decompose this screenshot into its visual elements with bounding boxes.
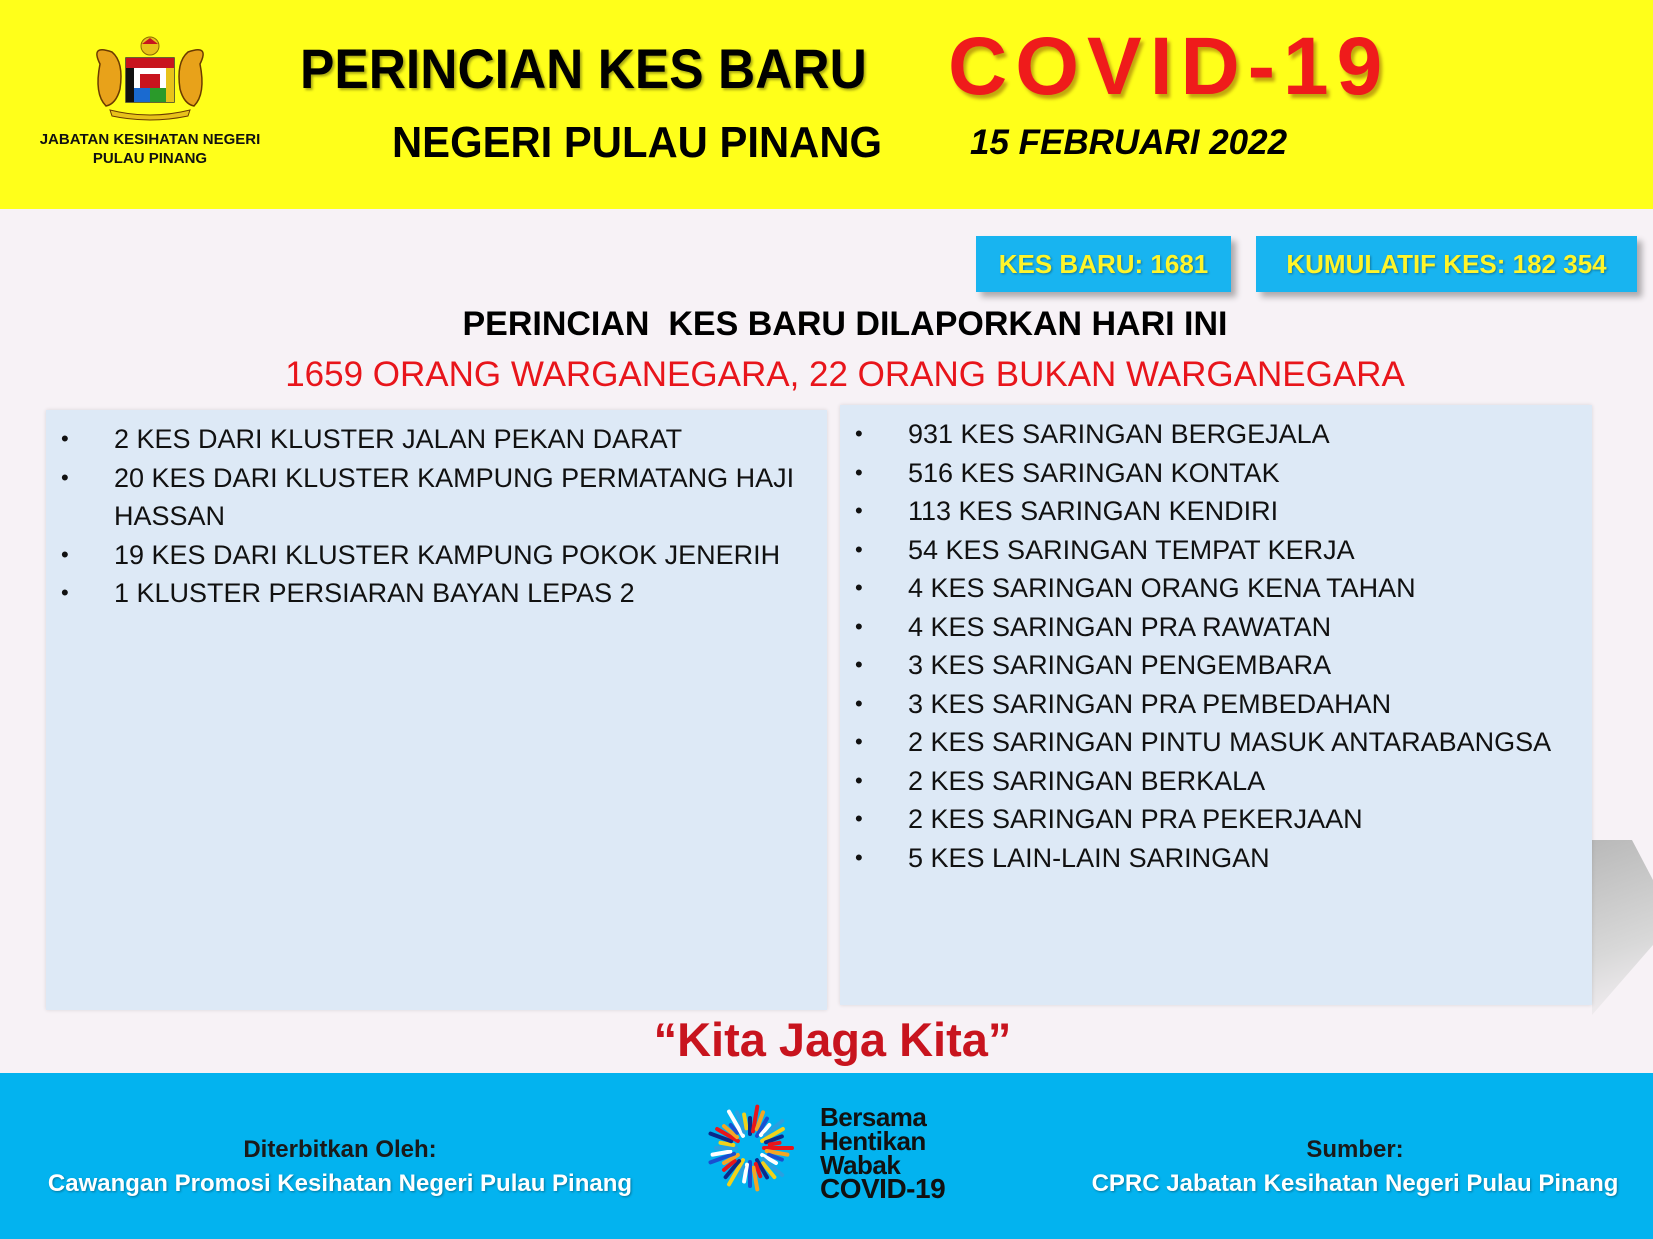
page-title: PERINCIAN KES BARU <box>300 37 867 100</box>
header-banner <box>0 0 1653 209</box>
new-cases-badge: KES BARU: 1681 <box>976 236 1231 292</box>
bullet-icon: • <box>61 580 69 605</box>
panel-shadow <box>1592 840 1653 1015</box>
list-item-text: 5 KES LAIN-LAIN SARINGAN <box>908 842 1270 873</box>
source-name: CPRC Jabatan Kesihatan Negeri Pulau Pinang <box>1091 1170 1619 1197</box>
campaign-burst-icon <box>700 1098 800 1198</box>
list-item <box>46 536 797 575</box>
list-item <box>840 685 1572 724</box>
list-item-text: 2 KES SARINGAN PINTU MASUK ANTARABANGSA <box>908 727 1552 757</box>
campaign-text <box>820 1102 946 1204</box>
bullet-icon: • <box>61 464 69 490</box>
bullet-icon: • <box>855 844 863 870</box>
bullet-icon: • <box>855 421 863 446</box>
list-item-text: 2 KES DARI KLUSTER JALAN PEKAN DARAT <box>114 424 683 454</box>
bullet-icon: • <box>855 729 863 754</box>
list-item-text: 20 KES DARI KLUSTER KAMPUNG PERMATANG HAJI HASSAN <box>114 462 795 531</box>
bullet-icon: • <box>855 613 863 639</box>
source-label: Sumber: <box>1306 1136 1404 1163</box>
bullet-icon: • <box>61 426 69 451</box>
state-title: NEGERI PULAU PINANG <box>392 118 883 167</box>
list-item <box>46 420 797 459</box>
list-item-text: 54 KES SARINGAN TEMPAT KERJA <box>908 534 1355 565</box>
list-item-text: 2 KES SARINGAN PRA PEKERJAAN <box>908 804 1363 834</box>
list-item-text: 4 KES SARINGAN ORANG KENA TAHAN <box>908 573 1416 603</box>
list-item-text: 3 KES SARINGAN PRA PEMBEDAHAN <box>908 688 1392 719</box>
slogan: “Kita Jaga Kita” <box>653 1013 1012 1066</box>
section-title: PERINCIAN KES BARU DILAPORKAN HARI INI <box>462 305 1228 343</box>
list-item <box>46 574 797 613</box>
source-block <box>1090 1133 1620 1201</box>
list-item-text: 516 KES SARINGAN KONTAK <box>908 457 1280 488</box>
bullet-icon: • <box>855 498 863 523</box>
bullet-icon: • <box>855 459 863 485</box>
list-item <box>840 569 1572 608</box>
publisher-block <box>40 1133 640 1201</box>
cumulative-cases-badge: KUMULATIF KES: 182 354 <box>1256 236 1637 292</box>
list-item <box>840 531 1572 570</box>
bullet-icon: • <box>855 806 863 831</box>
campaign-line: Bersama <box>820 1102 927 1132</box>
cluster-cases-panel <box>46 410 827 1010</box>
bullet-icon: • <box>61 541 69 567</box>
list-item-text: 2 KES SARINGAN BERKALA <box>908 765 1266 796</box>
list-item <box>840 608 1572 647</box>
list-item <box>840 492 1572 531</box>
publisher-name: Cawangan Promosi Kesihatan Negeri Pulau Pinang <box>47 1170 633 1197</box>
list-item-text: 4 KES SARINGAN PRA RAWATAN <box>908 611 1332 642</box>
list-item <box>840 800 1572 839</box>
covid-title: COVID-19 <box>948 21 1391 112</box>
report-date: 15 FEBRUARI 2022 <box>970 123 1288 162</box>
list-item <box>840 839 1572 878</box>
bullet-icon: • <box>855 536 863 562</box>
list-item <box>46 459 797 536</box>
campaign-line: Hentikan <box>820 1126 926 1156</box>
bullet-icon: • <box>855 767 863 793</box>
bullet-icon: • <box>855 575 863 600</box>
list-item <box>840 646 1572 685</box>
coat-of-arms-logo <box>80 34 220 122</box>
screening-cases-panel <box>840 405 1592 1005</box>
section-subtitle: 1659 ORANG WARGANEGARA, 22 ORANG BUKAN WARGANEGARA <box>285 355 1405 394</box>
list-item-text: 931 KES SARINGAN BERGEJALA <box>908 419 1330 449</box>
screening-cases-list <box>840 405 1592 877</box>
campaign-line: Wabak <box>820 1150 901 1180</box>
campaign-line: COVID-19 <box>820 1173 946 1204</box>
cluster-cases-list <box>46 410 827 613</box>
footer <box>0 1073 1653 1239</box>
list-item-text: 113 KES SARINGAN KENDIRI <box>908 496 1279 526</box>
publisher-label: Diterbitkan Oleh: <box>243 1136 437 1163</box>
list-item <box>840 762 1572 801</box>
department-name: JABATAN KESIHATAN NEGERI PULAU PINANG <box>39 131 261 167</box>
bullet-icon: • <box>855 690 863 716</box>
list-item-text: 19 KES DARI KLUSTER KAMPUNG POKOK JENERIH <box>114 539 781 570</box>
list-item <box>840 454 1572 493</box>
list-item <box>840 415 1572 454</box>
list-item-text: 3 KES SARINGAN PENGEMBARA <box>908 650 1332 680</box>
list-item <box>840 723 1572 762</box>
bullet-icon: • <box>855 652 863 677</box>
list-item-text: 1 KLUSTER PERSIARAN BAYAN LEPAS 2 <box>114 578 635 608</box>
